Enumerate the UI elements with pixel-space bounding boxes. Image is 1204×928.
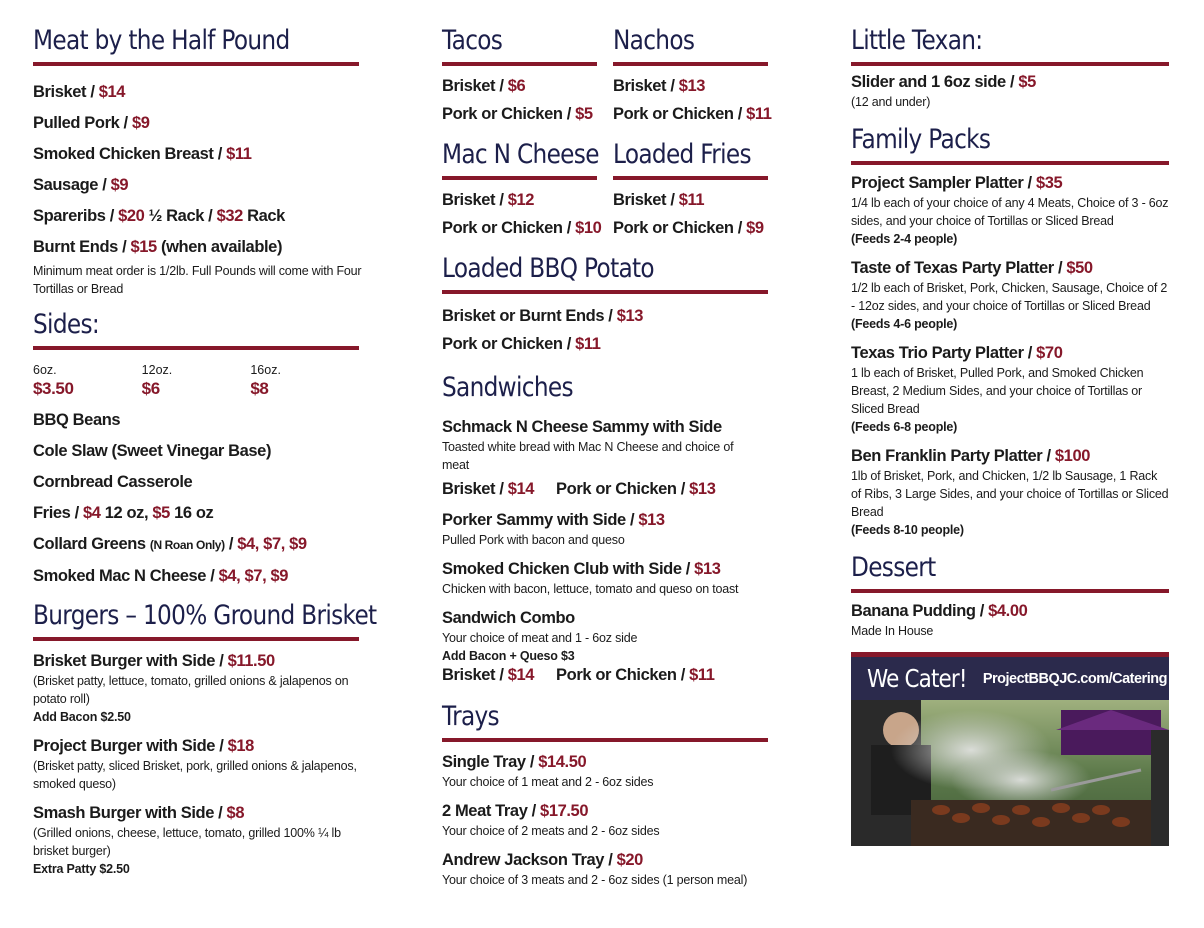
mac-fries-row — [442, 138, 768, 246]
menu-item-brisket: Brisket / $14 — [33, 83, 126, 101]
menu-item: Pork or Chicken / $11 — [613, 105, 772, 123]
section-title-sandwiches: Sandwiches — [442, 372, 573, 403]
size-6oz: 6oz. $3.50 — [33, 363, 74, 398]
section-title-nachos: Nachos — [613, 25, 695, 56]
catering-banner — [851, 652, 1169, 846]
size-12oz: 12oz. $6 — [141, 363, 173, 398]
little-texan-section — [851, 24, 1169, 111]
section-divider — [33, 62, 359, 66]
family-pack-item: Ben Franklin Party Platter / $100 1lb of Brisket, Pork, and Chicken, 1/2 lb Sausage, 1 Rack of Ribs, 3 Large Sides, and your choice of Tortillas or Sliced Bread (Feeds 8-10 people) — [851, 447, 1169, 537]
potato-section — [442, 252, 768, 355]
section-divider — [33, 637, 359, 641]
section-title-meat: Meat by the Half Pound — [33, 25, 290, 56]
dessert-section — [851, 551, 1169, 640]
menu-item: Brisket / $11 — [613, 191, 705, 209]
menu-item-burnt-ends: Burnt Ends / $15 (when available) — [33, 238, 283, 256]
sandwich-item: Schmack N Cheese Sammy with Side Toasted white bread with Mac N Cheese and choice of meat Brisket / $14 Pork or Chicken / $13 — [442, 418, 734, 498]
sides-section — [33, 308, 359, 587]
section-title-fries: Loaded Fries — [613, 139, 751, 170]
tray-item: Single Tray / $14.50 Your choice of 1 meat and 2 - 6oz sides — [442, 753, 654, 789]
column-right — [851, 24, 1169, 846]
family-packs-section — [851, 123, 1169, 539]
tacos-nachos-row — [442, 24, 772, 132]
family-pack-item: Taste of Texas Party Platter / $50 1/2 lb each of Brisket, Pork, Chicken, Sausage, Choice of 2 - 12oz sides, and your choice of Tortillas or Sliced Bread (Feeds 4-6 people) — [851, 259, 1168, 331]
section-title-dessert: Dessert — [851, 552, 936, 583]
menu-item: Brisket / $13 — [613, 77, 706, 95]
side-item: Cole Slaw (Sweet Vinegar Base) — [33, 442, 272, 460]
tacos-section — [442, 24, 597, 132]
menu-item-sausage: Sausage / $9 — [33, 176, 129, 194]
menu-item-spareribs: Spareribs / $20 ½ Rack / $32 Rack — [33, 207, 285, 225]
menu-item: Brisket / $6 — [442, 77, 526, 95]
column-left — [33, 24, 377, 888]
section-title-burgers: Burgers – 100% Ground Brisket — [33, 600, 377, 631]
meat-section — [33, 24, 362, 298]
sandwich-item: Sandwich Combo Your choice of meat and 1 - 6oz side Add Bacon + Queso $3 Brisket / $14 Pork or Chicken / $11 — [442, 609, 715, 684]
size-16oz: 16oz. $8 — [250, 363, 281, 398]
side-item-fries: Fries / $4 12 oz, $5 16 oz — [33, 504, 214, 522]
section-divider — [613, 62, 768, 66]
menu-item-pulled-pork: Pulled Pork / $9 — [33, 114, 150, 132]
fries-section — [613, 138, 768, 246]
nachos-section — [613, 24, 772, 132]
sandwich-item: Porker Sammy with Side / $13 Pulled Pork with bacon and queso — [442, 511, 665, 547]
section-title-mac: Mac N Cheese — [442, 139, 599, 170]
section-divider — [851, 62, 1169, 66]
tray-item: Andrew Jackson Tray / $20 Your choice of 3 meats and 2 - 6oz sides (1 person meal) — [442, 851, 748, 887]
catering-title: We Cater! — [867, 664, 967, 693]
section-title-little-texan: Little Texan: — [851, 25, 983, 56]
section-divider — [442, 62, 597, 66]
burgers-section — [33, 599, 377, 878]
catering-link[interactable]: ProjectBBQJC.com/Catering — [982, 670, 1167, 687]
menu-item: Pork or Chicken / $11 — [442, 335, 601, 353]
section-title-family-packs: Family Packs — [851, 124, 991, 155]
side-item-collard: Collard Greens (N Roan Only) / $4, $7, $9 — [33, 535, 307, 553]
menu-item: Slider and 1 6oz side / $5 (12 and under) — [851, 73, 1036, 109]
grill-photo-illustration — [851, 700, 1169, 846]
section-divider — [613, 176, 768, 180]
section-title-potato: Loaded BBQ Potato — [442, 253, 654, 284]
trays-section — [442, 700, 768, 889]
meat-order-note: Minimum meat order is 1/2lb. Full Pounds will come with Four Tortillas or Bread — [33, 264, 362, 296]
side-sizes — [33, 362, 359, 400]
column-middle — [442, 24, 772, 889]
catering-header — [851, 652, 1169, 700]
burger-item: Project Burger with Side / $18 (Brisket patty, sliced Brisket, pork, grilled onions & jalapenos, smoked queso) — [33, 737, 357, 791]
section-divider — [442, 176, 597, 180]
menu-item: Pork or Chicken / $9 — [613, 219, 764, 237]
family-pack-item: Texas Trio Party Platter / $70 1 lb each of Brisket, Pulled Pork, and Smoked Chicken Breast, 2 Medium Sides, and your choice of Tortillas or Sliced Bread (Feeds 6-8 people) — [851, 344, 1144, 434]
tray-item: 2 Meat Tray / $17.50 Your choice of 2 meats and 2 - 6oz sides — [442, 802, 660, 838]
menu-item: Pork or Chicken / $10 — [442, 219, 602, 237]
side-item: Cornbread Casserole — [33, 473, 193, 491]
section-title-trays: Trays — [442, 701, 499, 732]
menu-item: Pork or Chicken / $5 — [442, 105, 593, 123]
side-item: BBQ Beans — [33, 411, 121, 429]
section-divider — [442, 738, 768, 742]
menu-item: Banana Pudding / $4.00 Made In House — [851, 602, 1028, 638]
burger-item: Brisket Burger with Side / $11.50 (Brisket patty, lettuce, tomato, grilled onions & jalapenos on potato roll) Add Bacon $2.50 — [33, 652, 349, 724]
side-item-mac: Smoked Mac N Cheese / $4, $7, $9 — [33, 567, 289, 585]
section-divider — [442, 290, 768, 294]
menu-item: Brisket or Burnt Ends / $13 — [442, 307, 644, 325]
menu-item: Brisket / $12 — [442, 191, 535, 209]
family-pack-item: Project Sampler Platter / $35 1/4 lb each of your choice of any 4 Meats, Choice of 3 - 6oz sides, and your choice of Tortillas or Sliced Bread (Feeds 2-4 people) — [851, 174, 1169, 246]
sandwiches-section — [442, 371, 768, 686]
section-title-tacos: Tacos — [442, 25, 503, 56]
catering-photo — [851, 700, 1169, 846]
menu-item-smoked-chicken: Smoked Chicken Breast / $11 — [33, 145, 252, 163]
section-title-sides: Sides: — [33, 309, 100, 340]
section-divider — [851, 589, 1169, 593]
section-divider — [851, 161, 1169, 165]
section-divider — [33, 346, 359, 350]
mac-section — [442, 138, 602, 246]
sandwich-item: Smoked Chicken Club with Side / $13 Chicken with bacon, lettuce, tomato and queso on toast — [442, 560, 739, 596]
burger-item: Smash Burger with Side / $8 (Grilled onions, cheese, lettuce, tomato, grilled 100% ¼ lb brisket burger) Extra Patty $2.50 — [33, 804, 341, 876]
